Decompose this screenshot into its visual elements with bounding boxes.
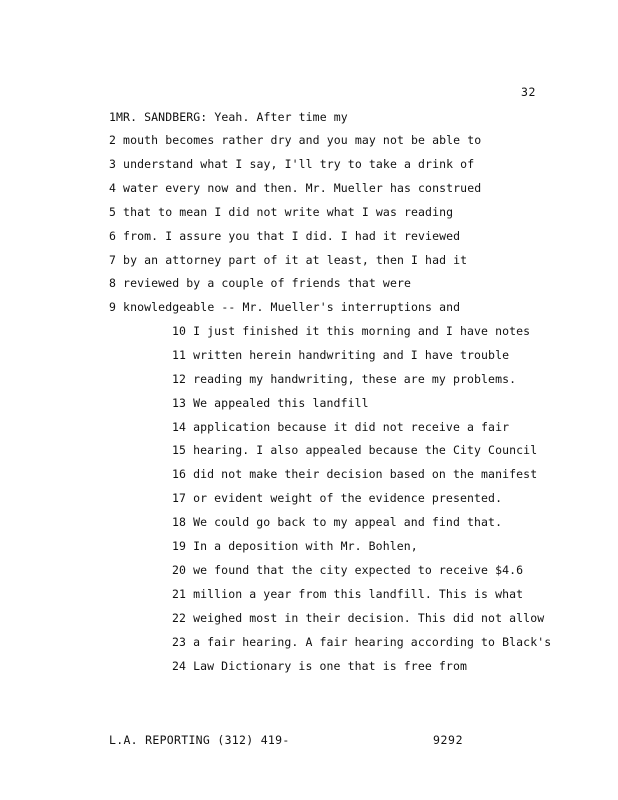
transcript-line-11: 11 written herein handwriting and I have trouble — [172, 348, 510, 362]
transcript-line-2: 2 mouth becomes rather dry and you may not be able to — [109, 133, 482, 147]
transcript-line-5: 5 that to mean I did not write what I was reading — [109, 205, 454, 219]
transcript-line-4: 4 water every now and then. Mr. Mueller has construed — [109, 181, 482, 195]
transcript-line-19: 19 In a deposition with Mr. Bohlen, — [172, 539, 418, 553]
transcript-line-10: 10 I just finished it this morning and I have notes — [172, 324, 531, 338]
transcript-line-16: 16 did not make their decision based on the manifest — [172, 467, 538, 481]
page-number: 32 — [521, 85, 537, 99]
transcript-line-3: 3 understand what I say, I'll try to take a drink of — [109, 157, 475, 171]
transcript-line-13: 13 We appealed this landfill — [172, 396, 369, 410]
reporter-phone-suffix: 9292 — [433, 733, 464, 747]
transcript-line-6: 6 from. I assure you that I did. I had it reviewed — [109, 229, 461, 243]
transcript-line-21: 21 million a year from this landfill. This is what — [172, 587, 524, 601]
transcript-line-8: 8 reviewed by a couple of friends that were — [109, 276, 412, 290]
transcript-line-1: 1MR. SANDBERG: Yeah. After time my — [109, 110, 348, 124]
reporter-footer: L.A. REPORTING (312) 419- — [109, 733, 290, 747]
transcript-line-22: 22 weighed most in their decision. This did not allow — [172, 611, 545, 625]
transcript-line-9: 9 knowledgeable -- Mr. Mueller's interruptions and — [109, 300, 461, 314]
transcript-line-18: 18 We could go back to my appeal and find that. — [172, 515, 503, 529]
transcript-line-24: 24 Law Dictionary is one that is free from — [172, 659, 467, 673]
transcript-line-23: 23 a fair hearing. A fair hearing according to Black's — [172, 635, 552, 649]
transcript-line-15: 15 hearing. I also appealed because the City Council — [172, 443, 538, 457]
transcript-line-7: 7 by an attorney part of it at least, then I had it — [109, 253, 468, 267]
transcript-line-20: 20 we found that the city expected to receive $4.6 — [172, 563, 524, 577]
transcript-line-14: 14 application because it did not receive a fair — [172, 420, 510, 434]
transcript-line-12: 12 reading my handwriting, these are my problems. — [172, 372, 517, 386]
transcript-line-17: 17 or evident weight of the evidence presented. — [172, 491, 503, 505]
